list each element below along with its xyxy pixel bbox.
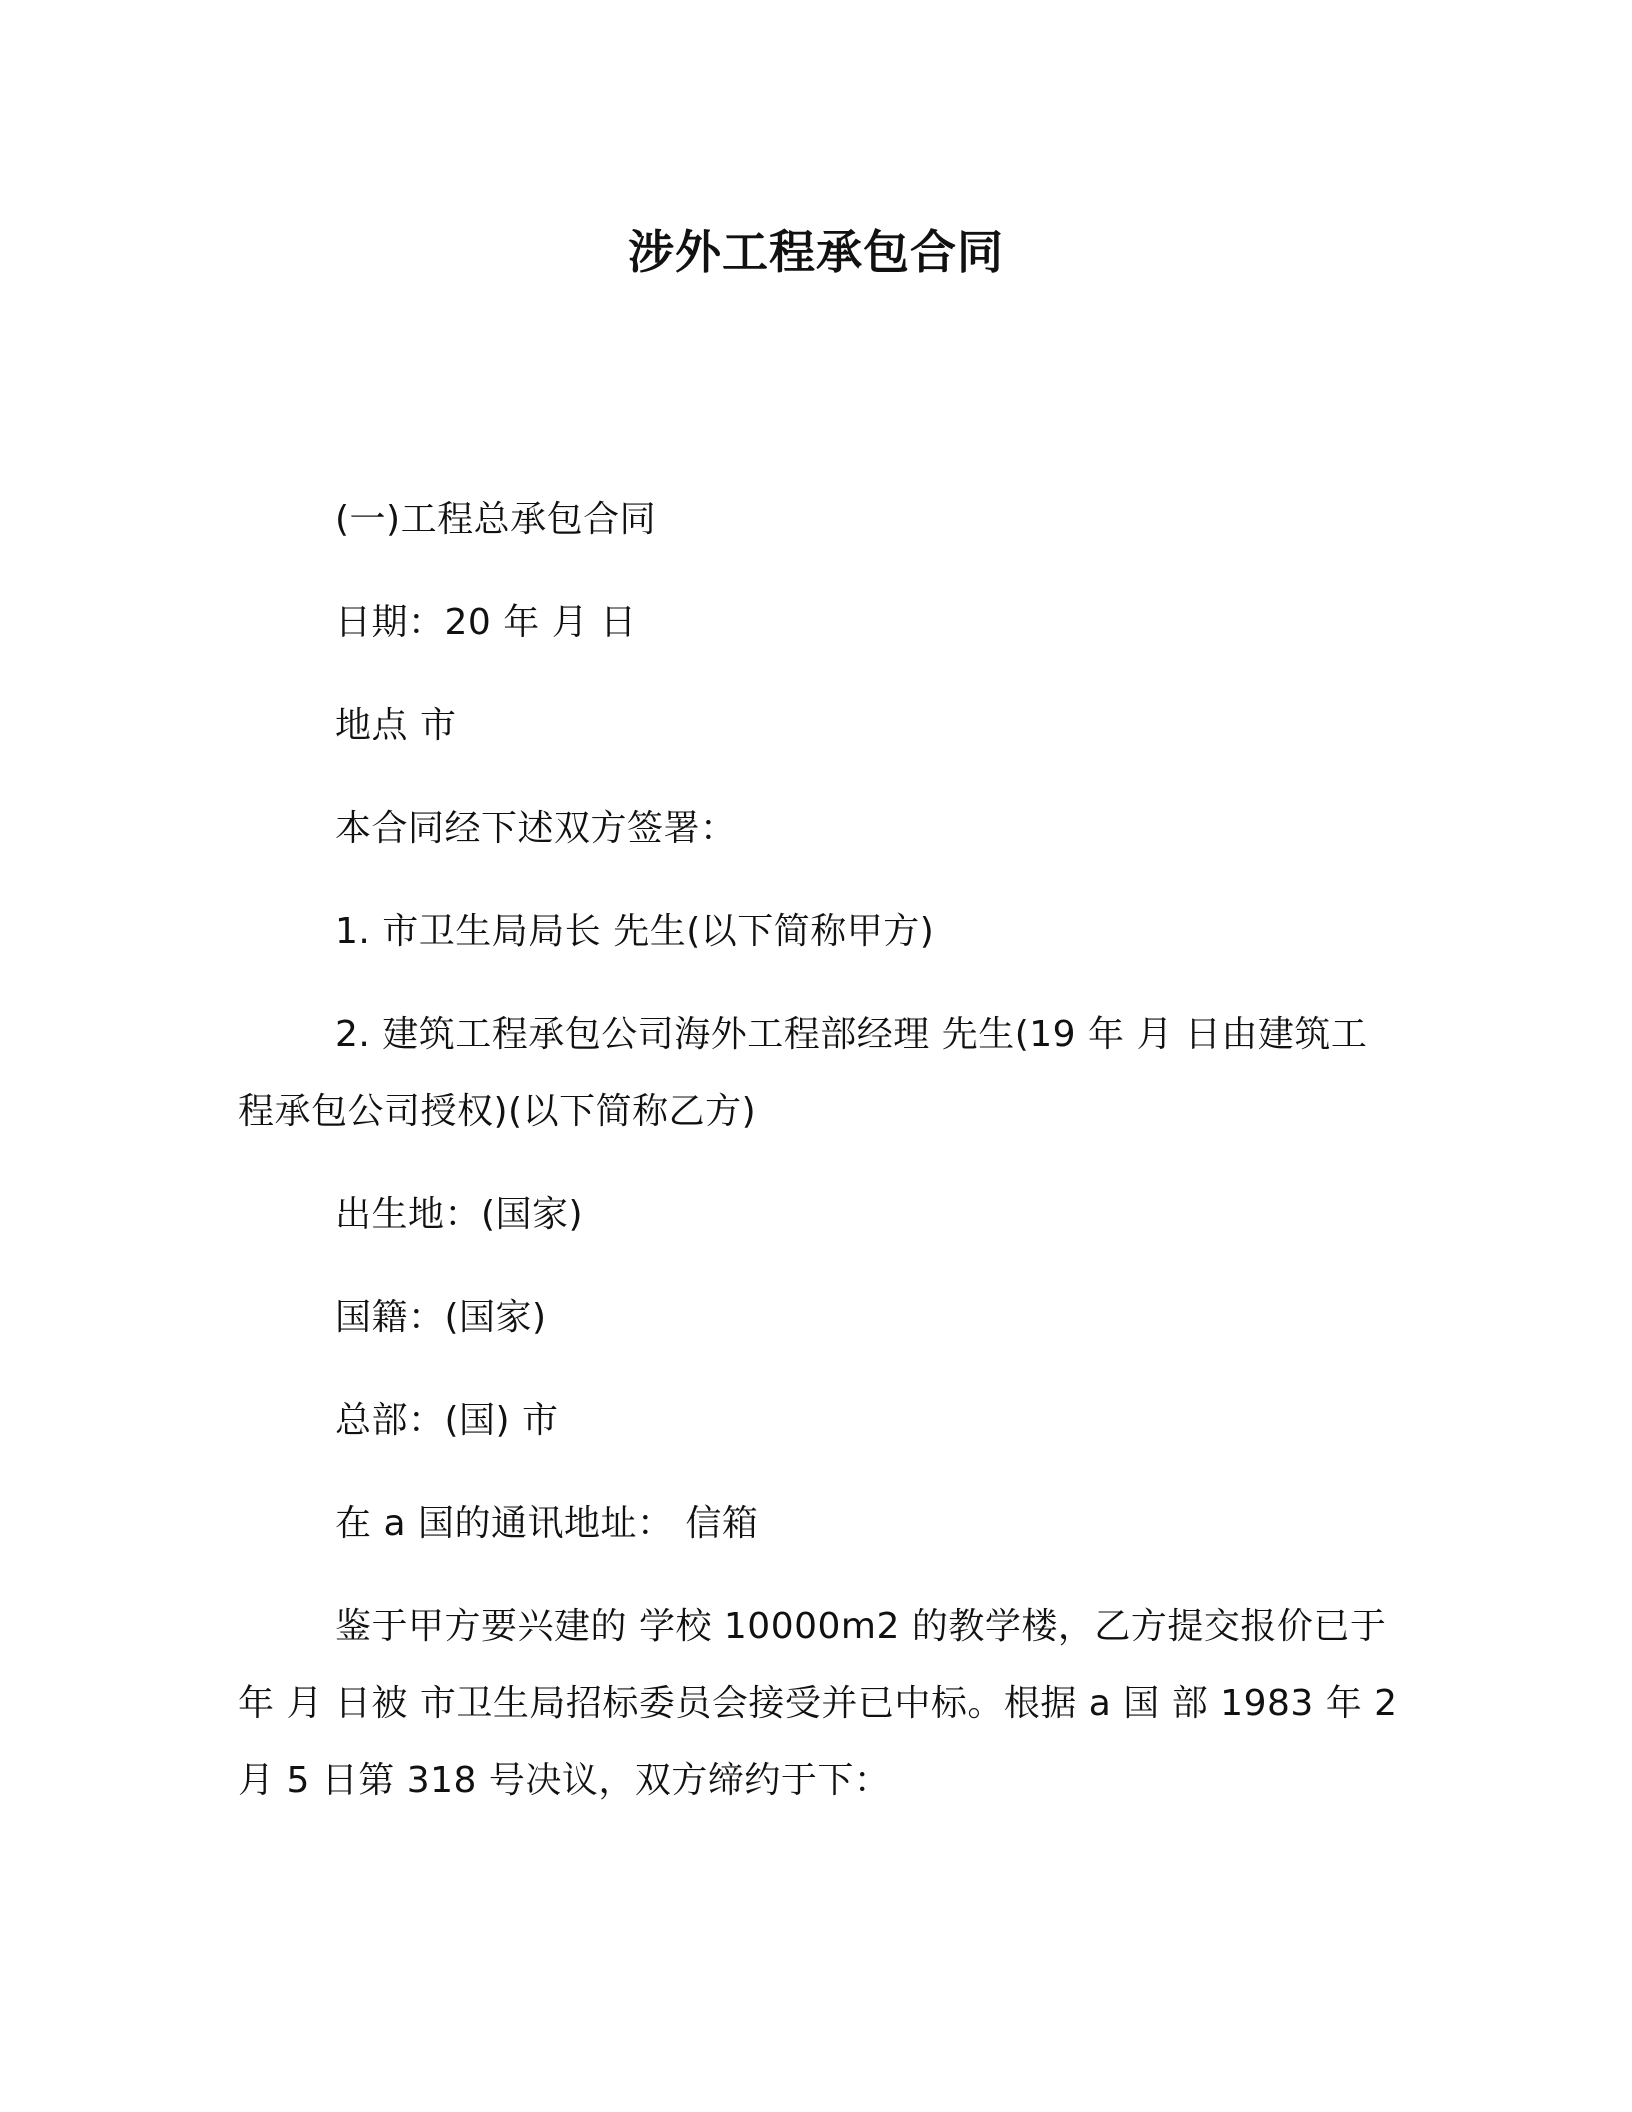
whereas-line-3: 月 5 日第 318 号决议，双方缔约于下： [238,1760,891,1801]
document-title: 涉外工程承包合同 [628,225,1004,279]
nationality-line: 国籍：(国家) [335,1297,547,1338]
signing-intro-line: 本合同经下述双方签署： [335,808,737,849]
location-line: 地点 市 [335,705,457,746]
party-b-line-1: 2. 建筑工程承包公司海外工程部经理 先生(19 年 月 日由建筑工 [335,1014,1368,1055]
whereas-line-1: 鉴于甲方要兴建的 学校 10000m2 的教学楼，乙方提交报价已于 [335,1606,1387,1647]
whereas-line-2: 年 月 日被 市卫生局招标委员会接受并已中标。根据 a 国 部 1983 年 2 [238,1683,1398,1724]
party-a-line: 1. 市卫生局局长 先生(以下简称甲方) [335,911,935,952]
date-line: 日期：20 年 月 日 [335,602,637,643]
birthplace-line: 出生地：(国家) [335,1194,584,1235]
mailing-address-line: 在 a 国的通讯地址： 信箱 [335,1503,759,1544]
section-heading: (一)工程总承包合同 [335,499,657,540]
headquarters-line: 总部：(国) 市 [335,1400,559,1441]
party-b-line-2: 程承包公司授权)(以下简称乙方) [238,1091,757,1132]
